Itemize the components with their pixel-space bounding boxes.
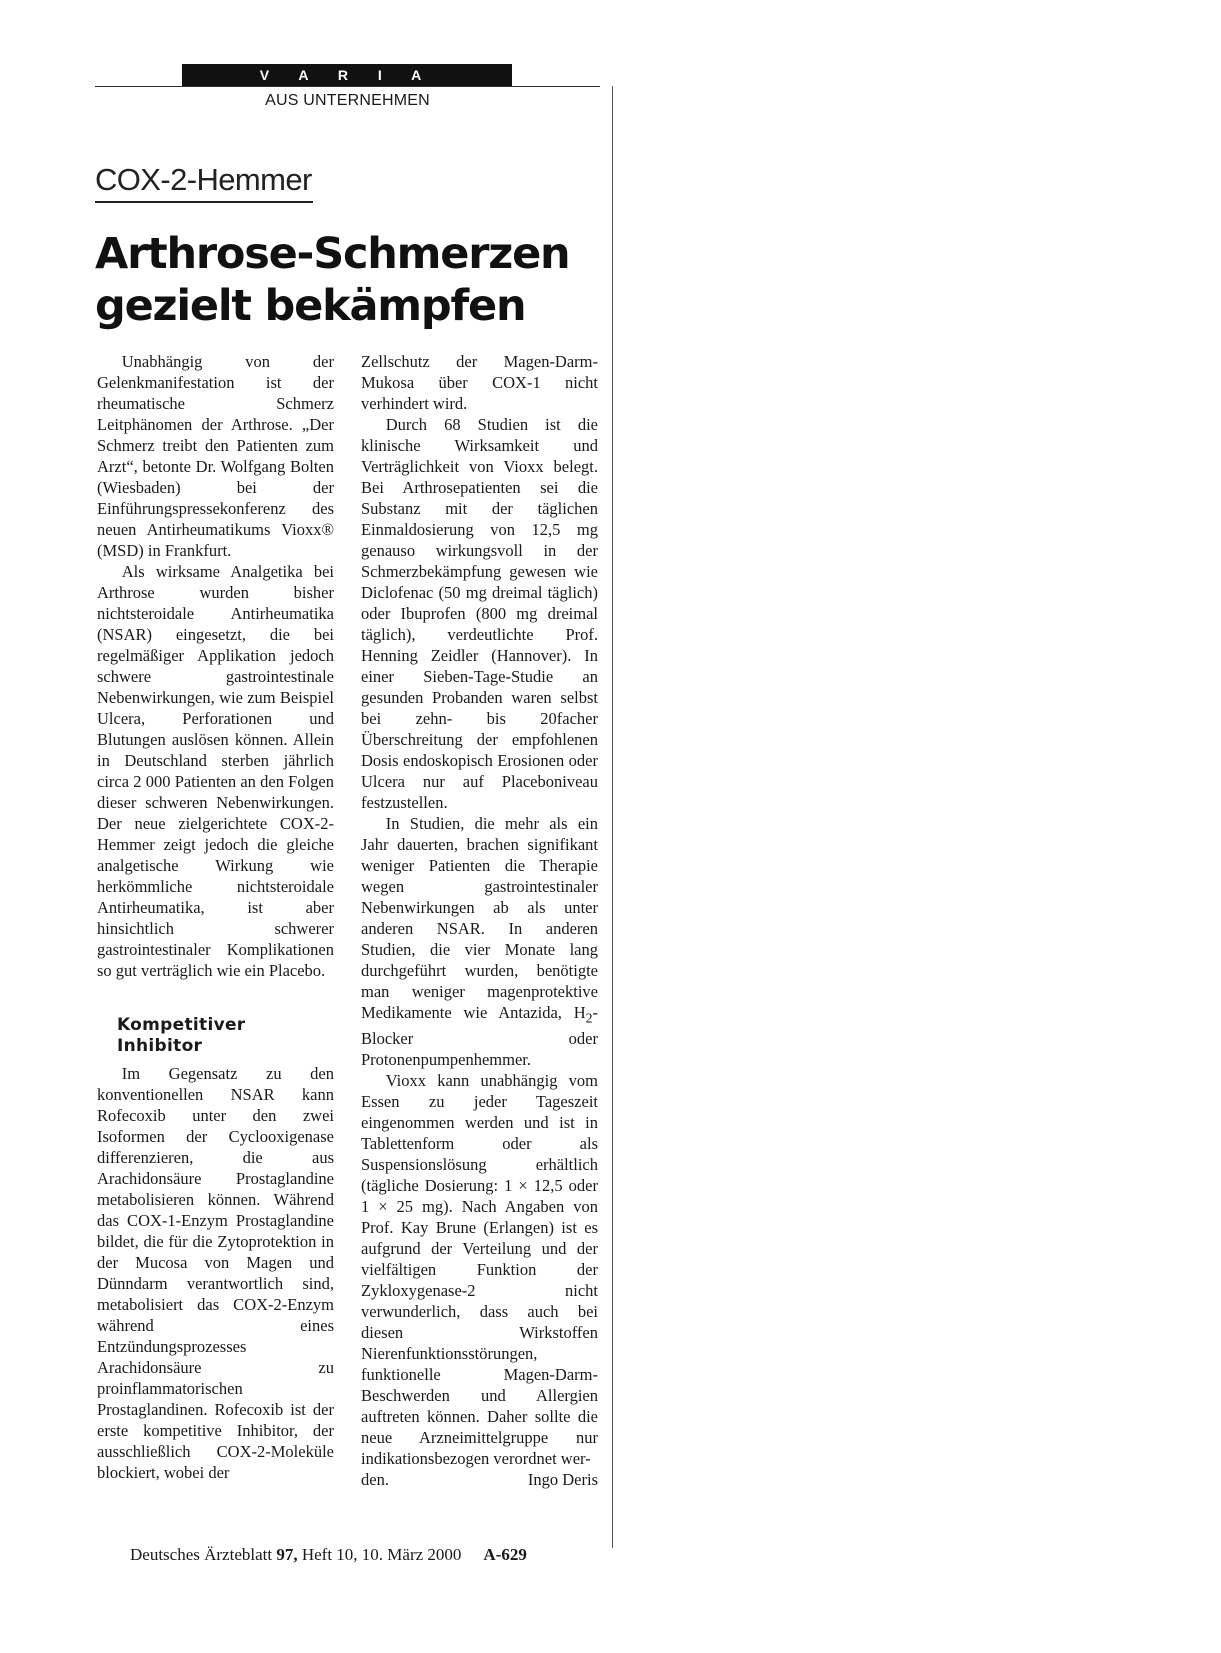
paragraph-text: In Studien, die mehr als ein Jahr dauerten, brachen signifikant weniger Patienten die Therapie wegen gastrointestinaler Nebenwirkungen ab als unter anderen NSAR. In anderen Studien, die vier Monate lang durchgeführt wurden, benötigte man weniger magenprotektive Medikamente wie Antazida, H xyxy=(361,814,598,1022)
article-kicker: COX-2-Hemmer xyxy=(95,162,312,197)
paragraph: Im Gegensatz zu den konventionellen NSAR kann Rofecoxib unter den zwei Isoformen der Cyclooxigenase differenzieren, die aus Arachidonsäure Prostaglandine metabolisieren können. Während das COX-1-Enzym Prostaglandine bildet, die für die Zytoprotektion in der Mucosa von Magen und Dünndarm verantwortlich sind, metabolisiert das COX-2-Enzym während eines Entzündungsprozesses Arachidonsäure zu proinflammatorischen Prostaglandinen. Rofecoxib ist der erste kompetitive Inhibitor, der ausschließlich COX-2-Moleküle blockiert, wobei der xyxy=(97,1064,334,1482)
rubric-label: AUS UNTERNEHMEN xyxy=(265,92,430,109)
paragraph-continuation: Zellschutz der Magen-Darm-Mukosa über COX-1 nicht verhindert wird. xyxy=(361,352,598,413)
right-column xyxy=(361,351,598,1490)
article-headline xyxy=(95,228,569,332)
author-line xyxy=(361,1469,598,1490)
paragraph-last-word: den. xyxy=(361,1470,389,1490)
issue-info: Heft 10, 10. März 2000 xyxy=(297,1545,462,1564)
journal-name: Deutsches Ärzteblatt xyxy=(130,1545,277,1564)
left-column xyxy=(97,351,334,1483)
headline-line-1: Arthrose-Schmerzen xyxy=(95,229,570,279)
subheading-line-2: Inhibitor xyxy=(117,1036,203,1056)
paragraph: Durch 68 Studien ist die klinische Wirksamkeit und Verträglichkeit von Vioxx belegt. Bei Arthrosepatienten sei die Substanz mit der täglichen Einmaldosierung von 12,5 mg genauso wirkungsvoll in der Schmerzbekämpfung gewesen wie Diclofenac (50 mg dreimal täglich) oder Ibuprofen (800 mg dreimal täglich), verdeutlichte Prof. Henning Zeidler (Hannover). In einer Sieben-Tage-Studie an gesunden Probanden waren selbst bei zehn- bis 20facher Überschreitung der empfohlenen Dosis endoskopisch Erosionen oder Ulcera nur auf Placeboniveau festzustellen. xyxy=(361,415,598,812)
paragraph: Unabhängig von der Gelenkmanifestation ist der rheumatische Schmerz Leitphänomen der Arthrose. „Der Schmerz treibt den Patienten zum Arzt“, betonte Dr. Wolfgang Bolten (Wiesbaden) bei der Einführungspressekonferenz des neuen Antirheumatikums Vioxx® (MSD) in Frankfurt. xyxy=(97,352,334,560)
section-banner: V A R I A xyxy=(182,64,512,86)
headline-line-2: gezielt bekämpfen xyxy=(95,281,526,331)
kicker-underline xyxy=(95,201,313,203)
paragraph: Als wirksame Analgetika bei Arthrose wurden bisher nichtsteroidale Antirheumatika (NSAR) eingesetzt, die bei regelmäßiger Applikation jedoch schwere gastrointestinale Nebenwirkungen, wie zum Beispiel Ulcera, Perforationen und Blutungen auslösen können. Allein in Deutschland sterben jährlich circa 2 000 Patienten an den Folgen dieser schweren Nebenwirkungen. Der neue zielgerichtete COX-2-Hemmer zeigt jedoch die gleiche analgetische Wirkung wie herkömmliche nichtsteroidale Antirheumatika, ist aber hinsichtlich schwerer gastrointestinaler Komplikationen so gut verträglich wie ein Placebo. xyxy=(97,562,334,980)
page-number: A-629 xyxy=(483,1545,527,1564)
paragraph xyxy=(361,813,598,1070)
paragraph: Vioxx kann unabhängig vom Essen zu jeder Tageszeit eingenommen werden und ist in Tablettenform oder als Suspensionslösung erhältlich (tägliche Dosierung: 1 × 12,5 oder 1 × 25 mg). Nach Angaben von Prof. Kay Brune (Erlangen) ist es aufgrund der Verteilung und der vielfältigen Funktion der Zykloxygenase-2 nicht verwunderlich, dass auch bei diesen Wirkstoffen Nierenfunktionsstörungen, funktionelle Magen-Darm-Beschwerden und Allergien auftreten können. Daher sollte die neue Arzneimittelgruppe nur indikationsbezogen verordnet wer- xyxy=(361,1071,598,1469)
author-name: Ingo Deris xyxy=(527,1470,598,1490)
subheading-line-1: Kompetitiver xyxy=(117,1015,246,1035)
column-rule xyxy=(612,86,613,1548)
header-rule xyxy=(95,86,600,87)
subheading xyxy=(117,1015,334,1057)
volume-number: 97, xyxy=(276,1545,298,1564)
page-footer xyxy=(130,1545,527,1565)
subscript: 2 xyxy=(585,1010,593,1026)
paragraph-text: -Blocker oder Protonenpumpenhemmer. xyxy=(361,1003,598,1070)
